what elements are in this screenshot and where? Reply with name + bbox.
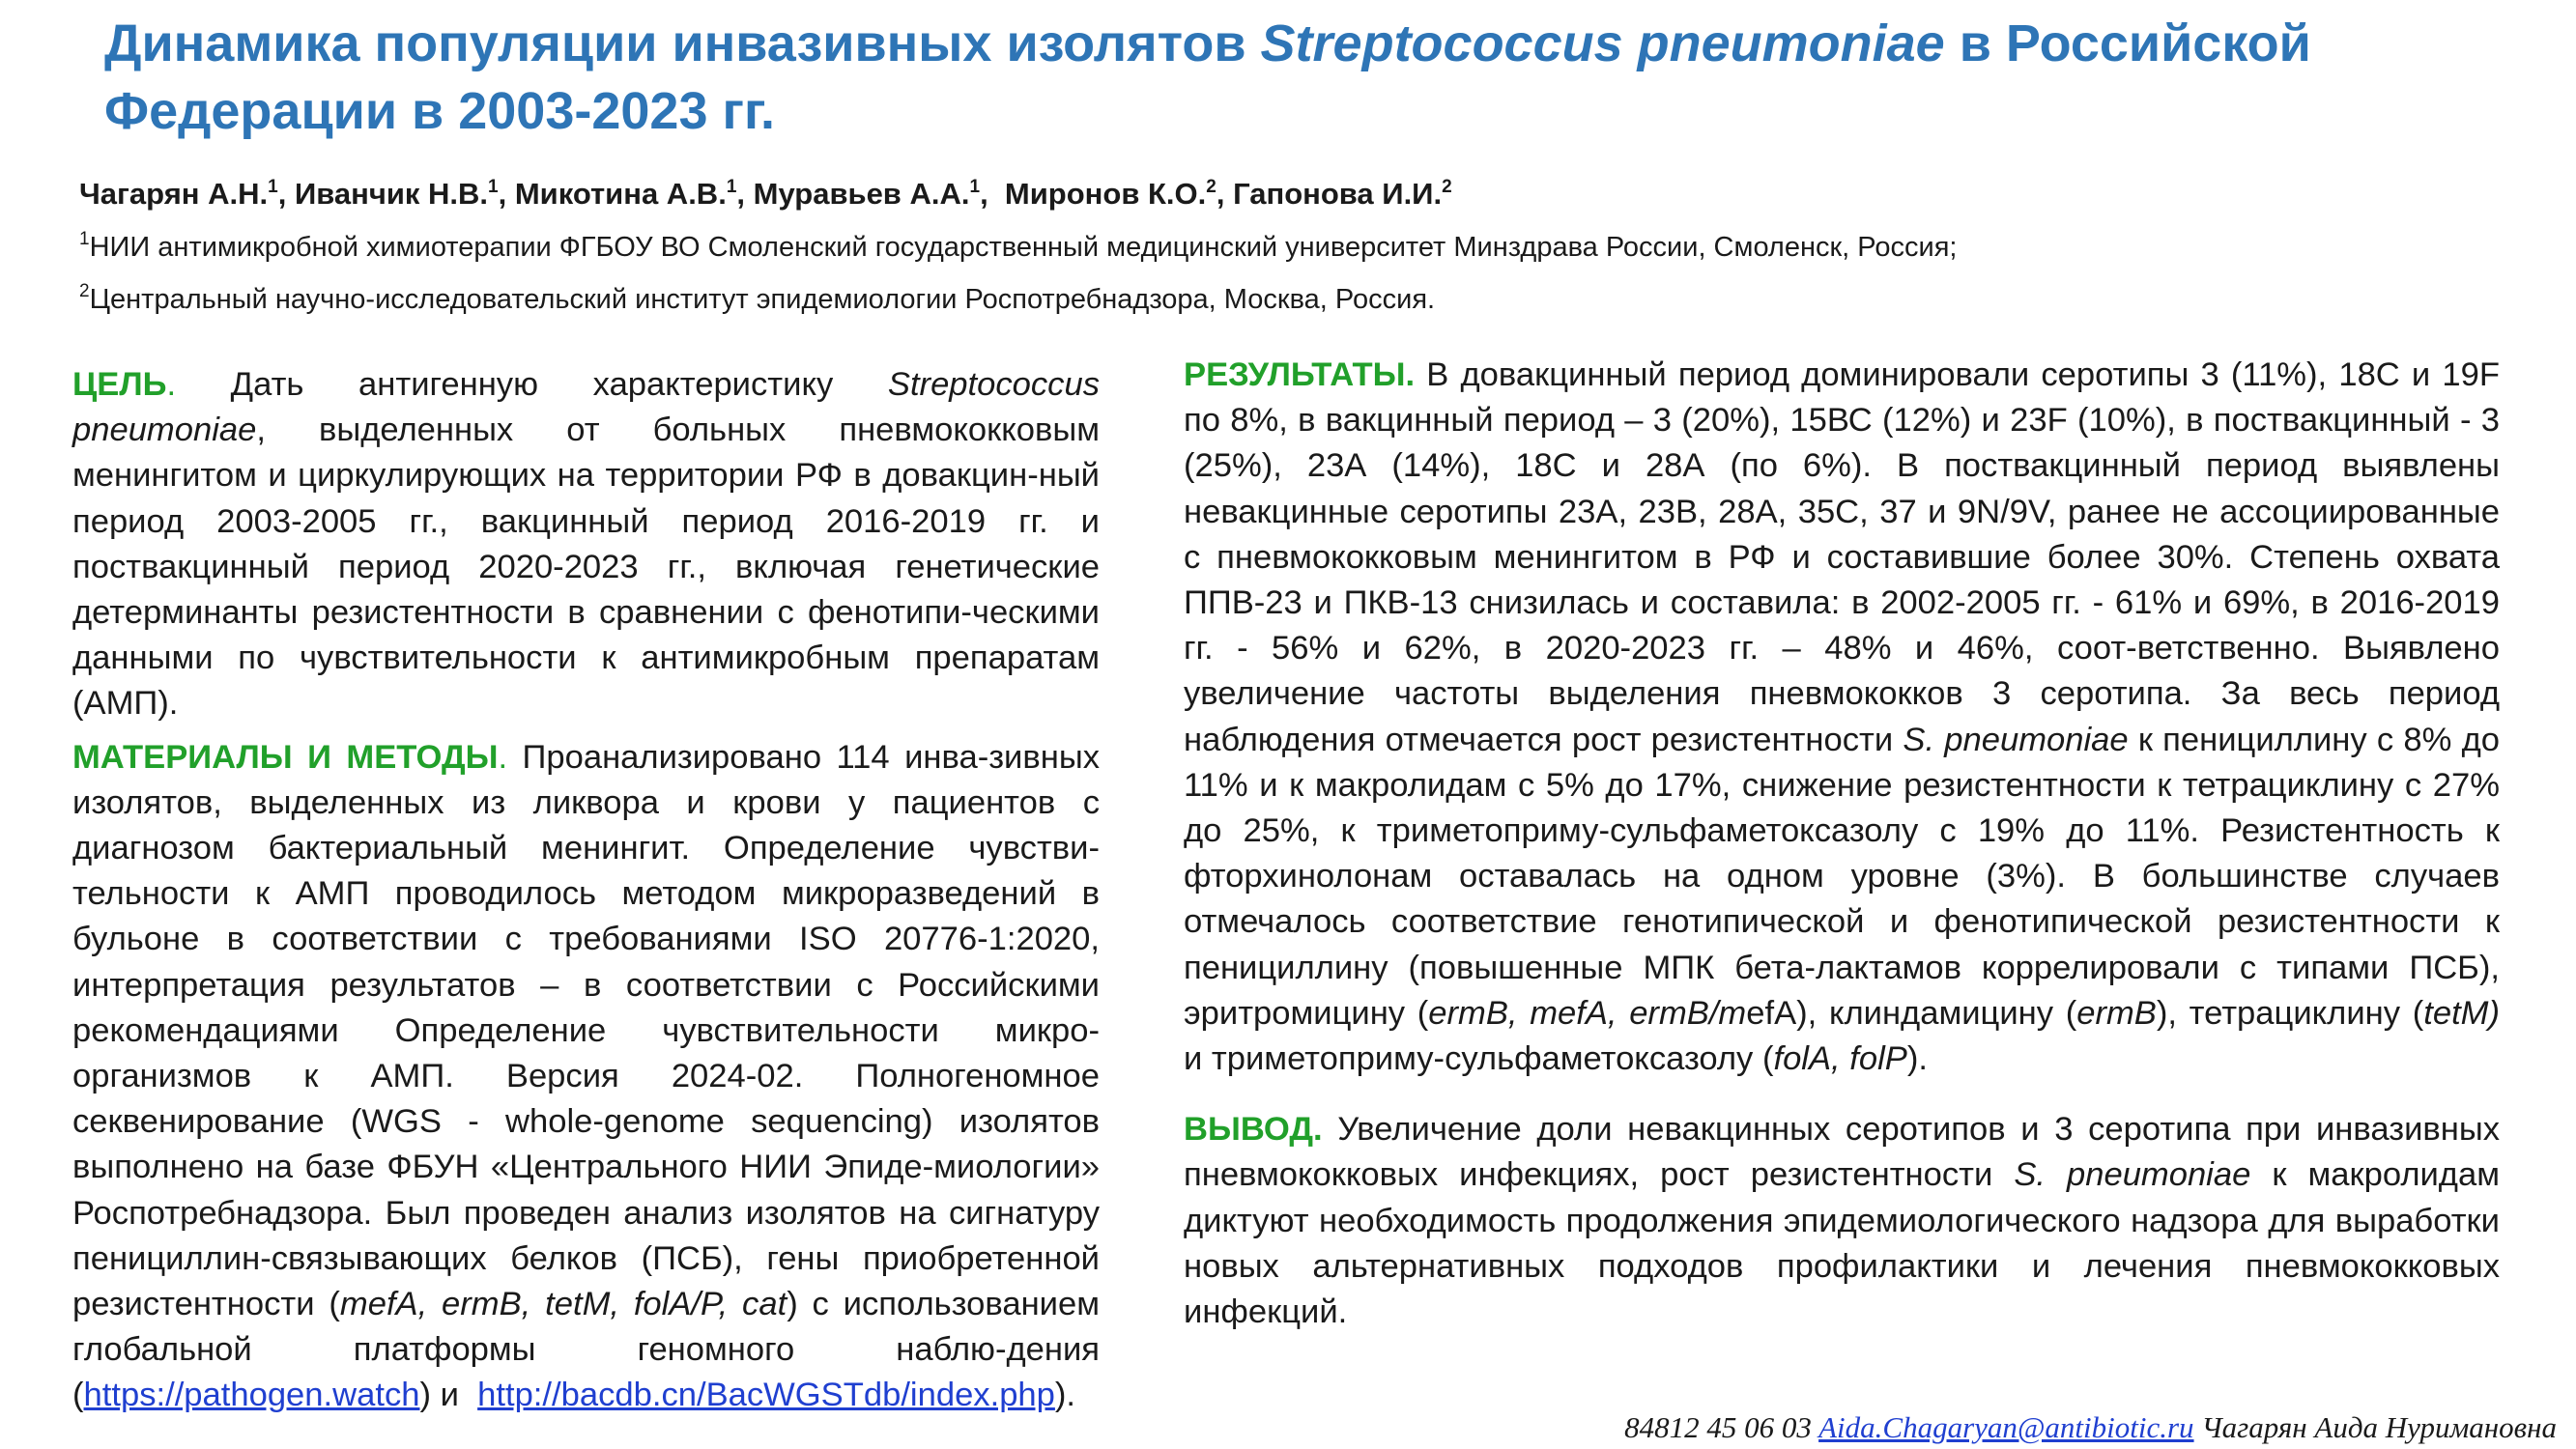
author-affiliation-number: 1 xyxy=(726,177,737,197)
results-genes-tetracycline: tetM) xyxy=(2423,994,2500,1032)
affiliation-number: 2 xyxy=(79,281,90,301)
affiliation-2 xyxy=(79,280,2495,319)
conclusion-text-2: к макролидам диктуют необходимость продолжения эпидемиологического надзора для выработки новых альтернативных подходов профилактики и лечения пневмококковых инфекций. xyxy=(1184,1156,2500,1331)
author-separator: , xyxy=(498,177,515,211)
results-species: S. pneumoniae xyxy=(1903,721,2129,758)
title-text-part1: Динамика популяции инвазивных изолятов xyxy=(104,14,1261,72)
title-species: Streptococcus pneumoniae xyxy=(1260,14,1945,72)
author-separator: , xyxy=(980,177,1005,211)
author-affiliation-number: 1 xyxy=(268,177,278,197)
methods-label: МАТЕРИАЛЫ И МЕТОДЫ xyxy=(72,738,499,776)
results-text-3: efA), клиндамицину ( xyxy=(1746,994,2077,1032)
aim-label: ЦЕЛЬ xyxy=(72,366,167,403)
conclusion-section xyxy=(1184,1107,2500,1335)
results-genes-erythromycin: ermB, mefA, ermB/m xyxy=(1428,994,1747,1032)
author-name: Микотина А.В. xyxy=(514,177,727,211)
conclusion-text-1: Увеличение доли невакцинных серотипов и 3 серотипа при инвазивных пневмококковых инфекциях, рост резистентности xyxy=(1184,1111,2500,1194)
conclusion-species: S. pneumoniae xyxy=(2014,1156,2251,1194)
author-name: Гапонова И.И. xyxy=(1233,177,1443,211)
pathogen-watch-link[interactable]: https://pathogen.watch xyxy=(83,1377,420,1414)
methods-section xyxy=(72,735,1100,1419)
author-name: Муравьев А.А. xyxy=(753,177,970,211)
affiliation-1 xyxy=(79,228,2495,267)
right-column xyxy=(1184,353,2500,1335)
contact-name: Чагарян Аида Нуримановна xyxy=(2193,1410,2557,1444)
author-separator: , xyxy=(277,177,295,211)
author-affiliation-number: 1 xyxy=(969,177,981,197)
methods-text-2: ) с использованием глобальной платформы геномного наблю-дения ( xyxy=(72,1286,1100,1414)
affiliation-text: Центральный научно-исследовательский институт эпидемиологии Роспотребнадзора, Москва, Россия. xyxy=(89,284,1436,315)
contact-footer xyxy=(1624,1408,2557,1447)
aim-text-2: , выделенных от больных пневмококковым менингитом и циркулирующих на территории РФ в довакцин-ный период 2003-2005 гг., вакцинный период 2016-2019 гг. и поствакцинный период 2020-2023 гг., включая генетические детерминанты резистентности в сравнении с фенотипи-ческими данными по чувствительности к антимикробным препаратам (АМП). xyxy=(72,412,1100,723)
aim-label-dot: . xyxy=(166,366,177,403)
aim-species: Streptococcus pneumoniae xyxy=(72,366,1100,449)
title-text-part2: в Российской Федерации в 2003-2023 гг. xyxy=(104,14,2311,140)
author-name: Иванчик Н.В. xyxy=(294,177,489,211)
author-separator: , xyxy=(1216,177,1234,211)
methods-label-dot: . xyxy=(498,738,508,776)
affiliation-number: 1 xyxy=(79,229,90,249)
left-column xyxy=(72,362,1100,1419)
author-affiliation-number: 1 xyxy=(488,177,499,197)
contact-email-link[interactable]: Aida.Chagaryan@antibiotic.ru xyxy=(1818,1410,2194,1444)
results-text-6: ). xyxy=(1906,1040,1928,1078)
author-affiliation-number: 2 xyxy=(1206,177,1216,197)
aim-text-1: Дать антигенную характеристику xyxy=(176,366,888,403)
results-genes-sxt: folA, folP xyxy=(1773,1040,1907,1078)
contact-phone: 84812 45 06 03 xyxy=(1624,1410,1819,1444)
methods-text-1: Проанализировано 114 инва-зивных изолятов, выделенных из ликвора и крови у пациентов с диагнозом бактериальный менингит. Определение чувстви-тельности к АМП проводилось методом микроразведений в бульоне в соответствии с требованиями ISO 20776-1:2020, интерпретация результатов – в соответствии с Российскими рекомендациями Определение чувствительности микро-организмов к АМП. Версия 2024-02. Полногеномное секвенирование (WGS - whole-genome sequencing) изолятов выполнено на базе ФБУН «Центрального НИИ Эпиде-миологии» Роспотребнадзора. Был проведен анализ изолятов на сигнатуру пенициллин-связывающих белков (ПСБ), гены приобретенной резистентности ( xyxy=(72,738,1100,1323)
bacdb-link[interactable]: http://bacdb.cn/BacWGSTdb/index.php xyxy=(477,1377,1055,1414)
results-label: РЕЗУЛЬТАТЫ. xyxy=(1184,356,1416,393)
author-list xyxy=(79,172,2495,216)
results-text-1: В довакцинный период доминировали серотипы 3 (11%), 18С и 19F по 8%, в вакцинный период – 3 (20%), 15ВС (12%) и 23F (10%), в поствакцинный - 3 (25%), 23А (14%), 18С и 28А (по 6%). В поствакцинный период выявлены невакцинные серотипы 23А, 23В, 28А, 35С, 37 и 9N/9V, ранее не ассоциированные с пневмококковым менингитом в РФ и составившие более 30%. Степень охвата ППВ-23 и ПКВ-13 снизилась и составила: в 2002-2005 гг. - 61% и 69%, в 2016-2019 гг. - 56% и 62%, в 2020-2023 гг. – 48% и 46%, соот-ветственно. Выявлено увеличение частоты выделения пневмококков 3 серотипа. За весь период наблюдения отмечается рост резистентности xyxy=(1184,356,2500,758)
author-affiliation-number: 2 xyxy=(1442,177,1452,197)
results-section xyxy=(1184,353,2500,1082)
conclusion-label: ВЫВОД. xyxy=(1184,1111,1323,1149)
author-separator: , xyxy=(736,177,754,211)
results-text-4: ), тетрациклину ( xyxy=(2156,994,2424,1032)
results-genes-clindamycin: ermB xyxy=(2076,994,2157,1032)
methods-text-3: ) и xyxy=(419,1377,478,1414)
results-text-2: к пенициллину с 8% до 11% и к макролидам с 5% до 17%, снижение резистентности к тетрациклину с 27% до 25%, к триметоприму-сульфаметоксазолу с 19% до 11%. Резистентность к фторхинолонам оставалась на одном уровне (3%). В большинстве случаев отмечалось соответствие генотипической и фенотипической резистентности к пенициллину (повышенные МПК бета-лактамов коррелировали с типами ПСБ), эритромицину ( xyxy=(1184,721,2500,1032)
aim-section xyxy=(72,362,1100,727)
author-name: Миронов К.О. xyxy=(1004,177,1207,211)
methods-text-4: ). xyxy=(1054,1377,1076,1414)
author-name: Чагарян А.Н. xyxy=(79,177,269,211)
results-text-5: и триметоприму-сульфаметоксазолу ( xyxy=(1184,1040,1774,1078)
methods-genes: mefA, ermB, tetM, folA/P, cat xyxy=(339,1286,787,1323)
poster-title xyxy=(104,10,2501,145)
affiliation-text: НИИ антимикробной химиотерапии ФГБОУ ВО Смоленский государственный медицинский университет Минздрава России, Смоленск, Россия; xyxy=(89,232,1958,263)
